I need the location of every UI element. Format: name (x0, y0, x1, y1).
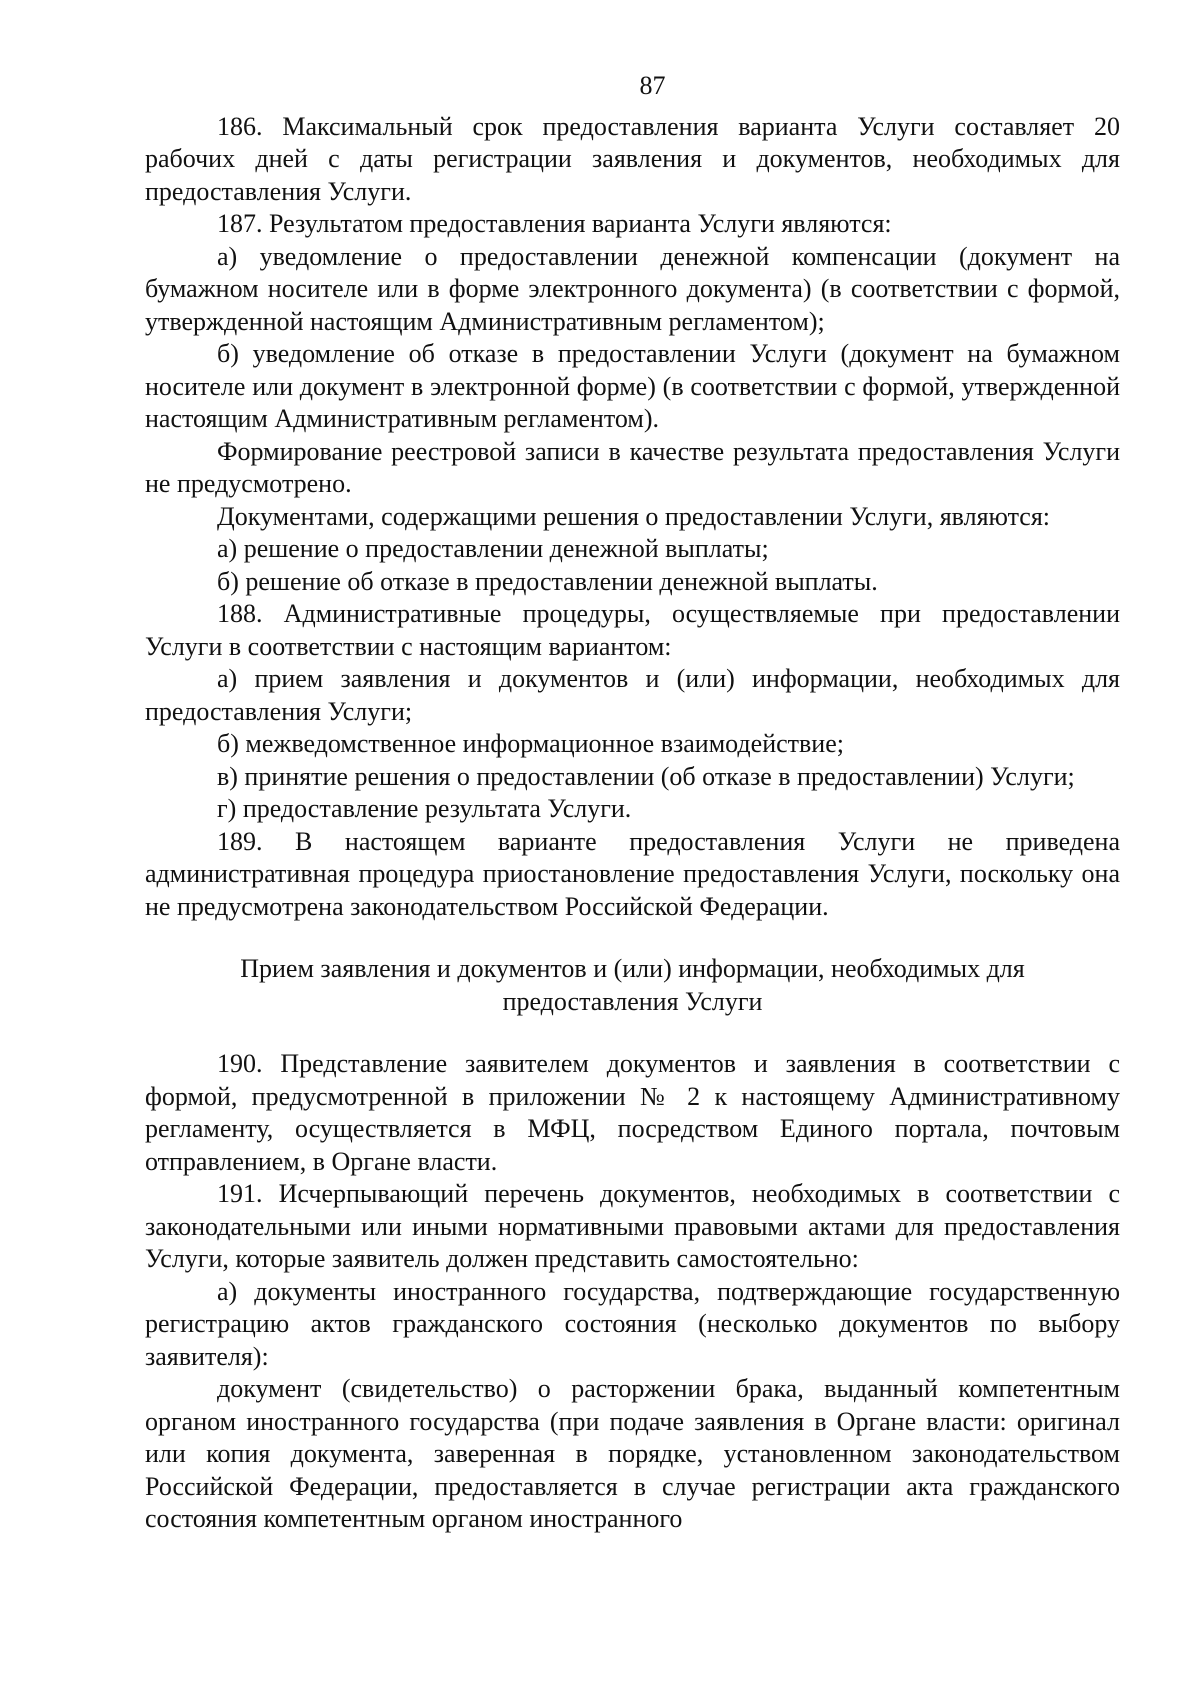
paragraph-188-v: в) принятие решения о предоставлении (об отказе в предоставлении) Услуги; (217, 761, 1075, 791)
paragraph-decision-b: б) решение об отказе в предоставлении денежной выплаты. (217, 566, 878, 596)
document-page (145, 70, 1120, 1536)
paragraph-191: 191. Исчерпывающий перечень документов, необходимых в соответствии с законодательными или иными нормативными правовыми актами для предоставления Услуги, которые заявитель должен представить самостоятельно: (145, 1179, 1120, 1273)
section-heading: Прием заявления и документов и (или) информации, необходимых для предоставления Услуги (240, 954, 1025, 1016)
paragraph-187: 187. Результатом предоставления варианта Услуги являются: (217, 209, 892, 238)
paragraph-191-a: а) документы иностранного государства, подтверждающие государственную регистрацию актов гражданского состояния (несколько документов по выбору заявителя): (145, 1276, 1120, 1371)
paragraphs-after (145, 1048, 1120, 1536)
paragraph-188-b: б) межведомственное информационное взаимодействие; (217, 729, 844, 758)
paragraphs-before (145, 111, 1120, 924)
paragraph-190: 190. Представление заявителем документов и заявления в соответствии с формой, предусмотренной в приложении № 2 к настоящему Административному регламенту, осуществляется в МФЦ, посредством Единого портала, почтовым отправлением, в Органе власти. (145, 1049, 1120, 1176)
paragraph-188-a: а) прием заявления и документов и (или) информации, необходимых для предоставления Услуги; (145, 664, 1120, 726)
paragraph-186: 186. Максимальный срок предоставления варианта Услуги составляет 20 рабочих дней с даты регистрации заявления и документов, необходимых для предоставления Услуги. (145, 111, 1120, 206)
paragraph-187-a: а) уведомление о предоставлении денежной компенсации (документ на бумажном носителе или в форме электронного документа) (в соответствии с формой, утвержденной настоящим Административным регламентом); (145, 241, 1120, 336)
paragraph-decision-a: а) решение о предоставлении денежной выплаты; (217, 534, 769, 563)
paragraph-187-b: б) уведомление об отказе в предоставлении Услуги (документ на бумажном носителе или документ в электронной форме) (в соответствии с формой, утвержденной настоящим Административным регламентом). (145, 339, 1120, 433)
paragraph-divorce-certificate: документ (свидетельство) о расторжении брака, выданный компетентным органом иностранного государства (при подаче заявления в Органе власти: оригинал или копия документа, заверенная в порядке, установленном законодательством Российской Федерации, предоставляется в случае регистрации акта гражданского состояния компетентным органом иностранного (145, 1374, 1120, 1533)
paragraph-188-g: г) предоставление результата Услуги. (217, 794, 632, 823)
paragraph-188: 188. Административные процедуры, осуществляемые при предоставлении Услуги в соответствии с настоящим вариантом: (145, 599, 1120, 661)
paragraph-decision-documents: Документами, содержащими решения о предоставлении Услуги, являются: (217, 501, 1051, 531)
page-number: 87 (639, 71, 666, 100)
paragraph-189: 189. В настоящем варианте предоставления Услуги не приведена административная процедура приостановление предоставления Услуги, поскольку она не предусмотрена законодательством Российской Федерации. (145, 826, 1120, 921)
paragraph-registry-note: Формирование реестровой записи в качестве результата предоставления Услуги не предусмотрено. (145, 436, 1120, 498)
